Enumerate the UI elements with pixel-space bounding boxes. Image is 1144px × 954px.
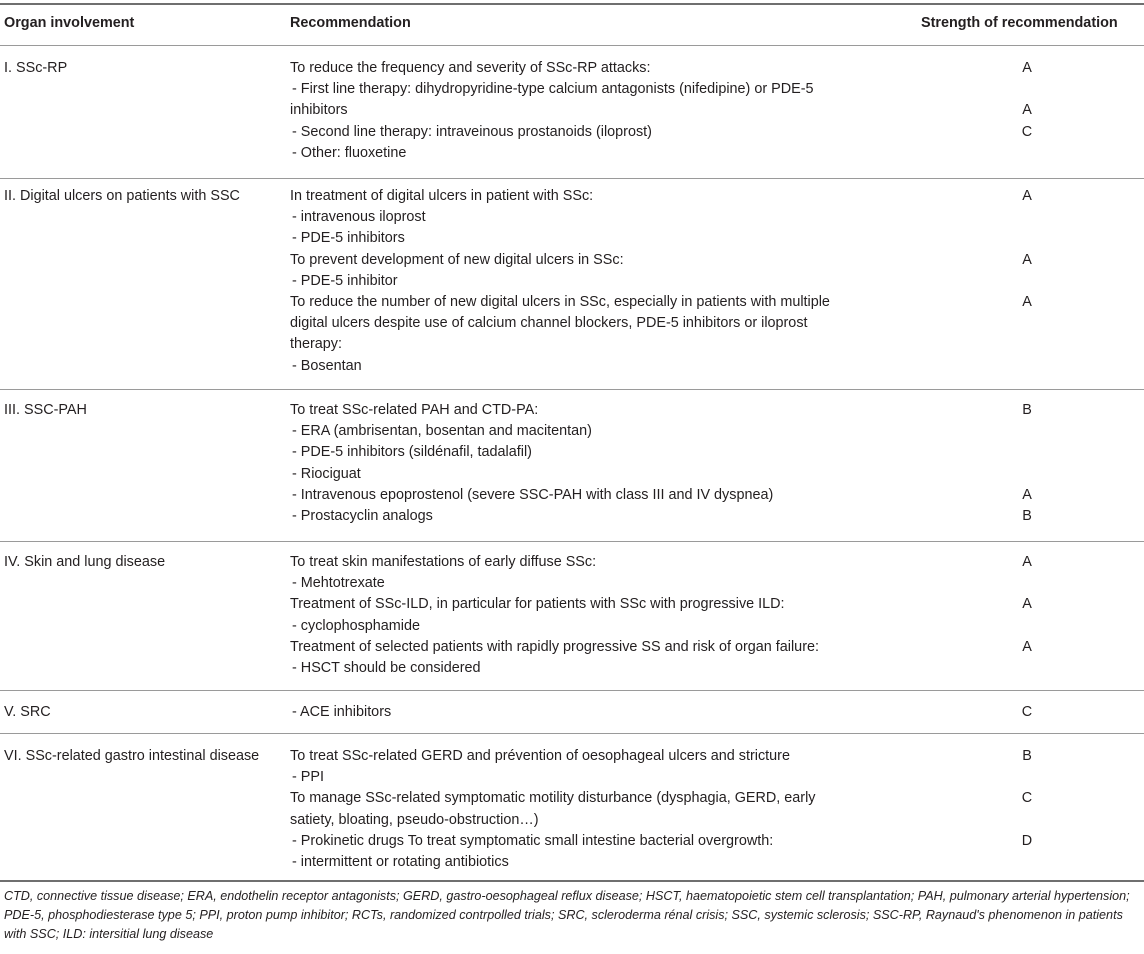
- strength-cell: [1000, 58, 1054, 164]
- recommendation-bullet: - PDE-5 inhibitor: [290, 271, 830, 292]
- recommendation-bullet: - Prostacyclin analogs: [290, 506, 773, 527]
- row-rule: [0, 880, 1144, 882]
- recommendation-bullet: - Prokinetic drugs To treat symptomatic small intestine bacterial overgrowth:: [290, 831, 815, 852]
- strength-grade: [1000, 658, 1054, 679]
- recommendation-line: To prevent development of new digital ulcers in SSc:: [290, 251, 624, 268]
- table-top-rule: [0, 3, 1144, 5]
- organ-cell: IV. Skin and lung disease: [4, 554, 166, 570]
- row-rule: [0, 541, 1144, 542]
- strength-cell: [1000, 400, 1054, 527]
- recommendation-bullet: - First line therapy: dihydropyridine-type calcium antagonists (nifedipine) or PDE-5: [290, 79, 814, 100]
- strength-grade: C: [1021, 790, 1033, 807]
- recommendation-bullet: - ACE inhibitors: [290, 702, 391, 723]
- strength-grade: [1000, 442, 1054, 463]
- organ-cell: VI. SSc-related gastro intestinal disease: [4, 748, 260, 764]
- recommendation-cell: [290, 58, 814, 164]
- strength-grade: A: [1022, 554, 1032, 570]
- recommendation-line: In treatment of digital ulcers in patient with SSc:: [290, 188, 594, 204]
- strength-grade: B: [1022, 748, 1032, 764]
- strength-grade: [1000, 207, 1054, 228]
- recommendation-bullet: - cyclophosphamide: [290, 616, 819, 637]
- recommendation-line: To treat skin manifestations of early diffuse SSc:: [290, 554, 597, 570]
- strength-grade: [1000, 421, 1054, 442]
- recommendation-cell: [290, 746, 815, 873]
- organ-cell: III. SSC-PAH: [4, 402, 87, 418]
- organ-cell: I. SSc-RP: [4, 60, 68, 76]
- recommendation-bullet: - intravenous iloprost: [290, 207, 830, 228]
- recommendation-bullet: - Riociguat: [290, 464, 773, 485]
- recommendation-line: To manage SSc-related symptomatic motility disturbance (dysphagia, GERD, early: [290, 790, 816, 807]
- strength-cell: [1000, 552, 1054, 679]
- row-rule: [0, 690, 1144, 691]
- header-strength: Strength of recommendation: [921, 15, 1118, 31]
- strength-grade: [1000, 313, 1054, 334]
- recommendation-line: satiety, bloating, pseudo-obstruction…): [290, 811, 539, 828]
- strength-grade: [1000, 334, 1054, 355]
- recommendation-bullet: - Second line therapy: intraveinous prostanoids (iloprost): [290, 122, 814, 143]
- strength-cell: [1000, 702, 1054, 723]
- strength-grade: [1000, 271, 1054, 292]
- strength-grade: D: [1021, 832, 1033, 849]
- strength-grade: [1000, 616, 1054, 637]
- row-rule: [0, 389, 1144, 390]
- strength-grade: A: [1022, 188, 1032, 204]
- strength-grade: A: [1022, 486, 1032, 503]
- strength-grade: C: [1021, 123, 1033, 140]
- strength-grade: [1000, 852, 1054, 873]
- strength-grade: A: [1022, 293, 1032, 310]
- recommendation-cell: [290, 552, 819, 679]
- recommendation-bullet: - Other: fluoxetine: [290, 143, 814, 164]
- strength-grade: [1000, 464, 1054, 485]
- strength-grade: A: [1022, 102, 1032, 119]
- strength-grade: A: [1022, 251, 1032, 268]
- recommendation-bullet: - Intravenous epoprostenol (severe SSC-PAH with class III and IV dyspnea): [290, 485, 773, 506]
- row-rule: [0, 733, 1144, 734]
- organ-cell: V. SRC: [4, 704, 51, 720]
- header-recommendation: Recommendation: [290, 15, 411, 31]
- table-footnote: CTD, connective tissue disease; ERA, endothelin receptor antagonists; GERD, gastro-oesophageal reflux disease; HSCT, haematopoietic stem cell transplantation; PAH, pulmonary arterial hypertension; PDE-5, phosphodiesterase type 5; PPI, proton pump inhibitor; RCTs, randomized contrpolled trials; SRC, scleroderma rénal crisis; SSC, systemic sclerosis; SSC-RP, Raynaud's phenomenon in patients with SSC; ILD: intersitial lung disease: [4, 889, 1130, 941]
- strength-grade: A: [1022, 638, 1032, 655]
- strength-grade: [1000, 573, 1054, 594]
- strength-grade: B: [1022, 507, 1032, 524]
- strength-grade: [1000, 79, 1054, 100]
- strength-grade: [1000, 143, 1054, 164]
- recommendation-line: Treatment of selected patients with rapidly progressive SS and risk of organ failure:: [290, 638, 819, 655]
- recommendation-bullet: - ERA (ambrisentan, bosentan and macitentan): [290, 421, 773, 442]
- organ-cell: II. Digital ulcers on patients with SSC: [4, 188, 240, 204]
- recommendation-bullet: - Bosentan: [290, 356, 830, 377]
- recommendation-cell: [290, 400, 773, 527]
- recommendation-line: To treat SSc-related PAH and CTD-PA:: [290, 402, 539, 418]
- recommendation-bullet: - PPI: [290, 767, 815, 788]
- header-rule: [0, 45, 1144, 46]
- recommendation-cell: [290, 702, 391, 723]
- strength-grade: C: [1021, 704, 1033, 720]
- strength-grade: A: [1022, 596, 1032, 613]
- strength-grade: A: [1022, 60, 1032, 76]
- strength-grade: [1000, 228, 1054, 249]
- recommendation-line: Treatment of SSc-ILD, in particular for patients with SSc with progressive ILD:: [290, 596, 785, 613]
- recommendation-bullet: - intermittent or rotating antibiotics: [290, 852, 815, 873]
- recommendation-bullet: - PDE-5 inhibitors (sildénafil, tadalafil): [290, 442, 773, 463]
- strength-cell: [1000, 186, 1054, 377]
- recommendation-line: digital ulcers despite use of calcium channel blockers, PDE-5 inhibitors or iloprost: [290, 315, 808, 332]
- strength-grade: [1000, 810, 1054, 831]
- strength-grade: [1000, 767, 1054, 788]
- recommendation-line: To treat SSc-related GERD and prévention of oesophageal ulcers and stricture: [290, 748, 790, 764]
- header-organ: Organ involvement: [4, 15, 135, 31]
- recommendation-line: inhibitors: [290, 102, 348, 119]
- recommendation-line: therapy:: [290, 336, 342, 353]
- recommendation-cell: [290, 186, 830, 377]
- recommendation-bullet: - Mehtotrexate: [290, 573, 819, 594]
- recommendation-line: To reduce the number of new digital ulcers in SSc, especially in patients with multiple: [290, 293, 830, 310]
- strength-cell: [1000, 746, 1054, 873]
- recommendation-bullet: - HSCT should be considered: [290, 658, 819, 679]
- recommendation-bullet: - PDE-5 inhibitors: [290, 228, 830, 249]
- row-rule: [0, 178, 1144, 179]
- strength-grade: [1000, 356, 1054, 377]
- recommendation-line: To reduce the frequency and severity of SSc-RP attacks:: [290, 60, 651, 76]
- strength-grade: B: [1022, 402, 1032, 418]
